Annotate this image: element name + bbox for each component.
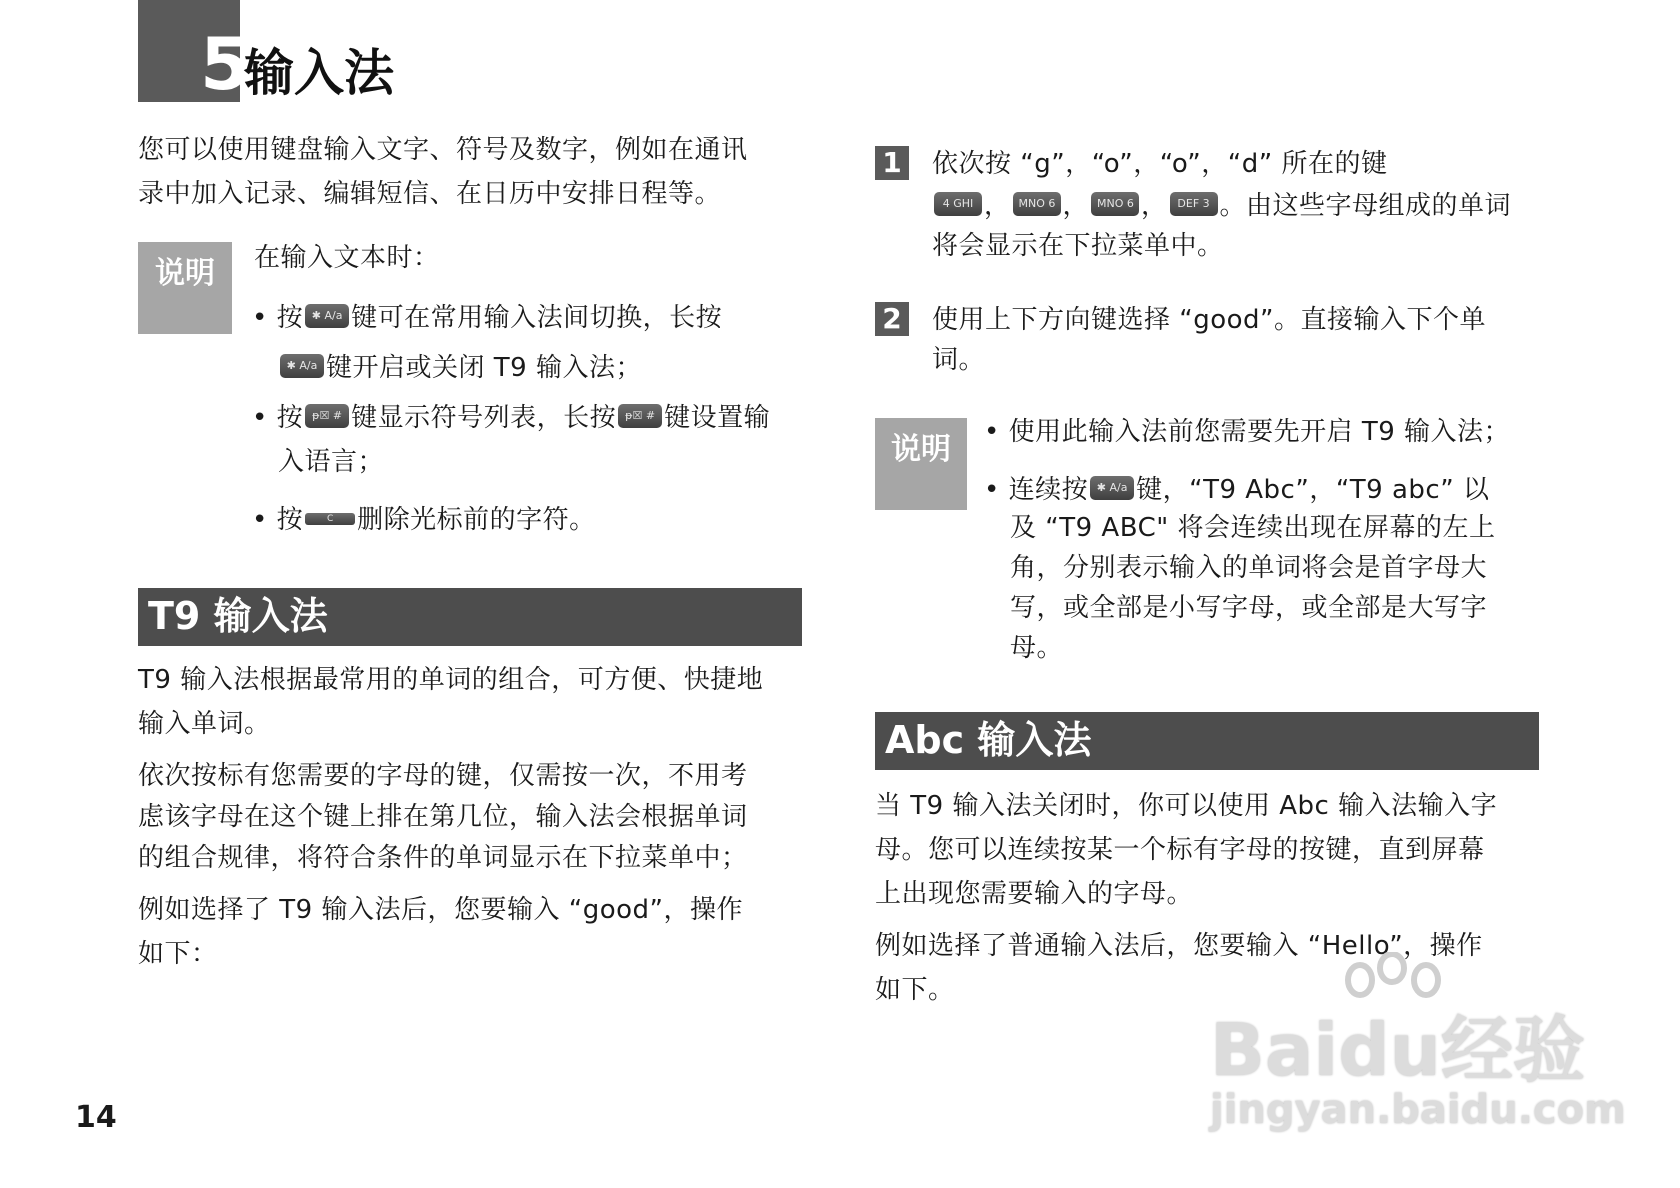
note-2-bullet-2-cont: 及 “T9 ABC" 将会连续出现在屏幕的左上 角，分别表示输入的单词将会是首字母大 写，或全部是小写字母，或全部是大写字 母。 [1010,513,1496,663]
chapter-number: 5 [200,22,251,106]
key-6-icon: MNO 6 [1091,192,1139,216]
t9-section-title: T9 输入法 [138,588,802,646]
t9-paragraph-2: 依次按标有您需要的字母的键，仅需按一次，不用考 虑该字母在这个键上排在第几位，输入法会根据单词 的组合规律，将符合条件的单词显示在下拉菜单中； [138,761,748,873]
page-number: 14 [75,1100,117,1135]
note-bullet-3: • 按 C 删除光标前的字符。 [252,505,596,535]
step-2-number: 2 [875,302,909,336]
step-1-number: 1 [875,146,909,180]
step-1-line-2: 4 GHI ， MNO 6 ， MNO 6 ， DEF 3 。由这些字母组成的单词 [932,184,1511,228]
step-1-line-3: 将会显示在下拉菜单中。 [932,231,1224,261]
step-2-line-2: 词。 [932,345,986,375]
note-bullet-2-cont: 入语言； [278,447,385,477]
key-6-icon: MNO 6 [1013,192,1061,216]
note-2-bullet-2: • 连续按 ✱ A/a 键，“T9 Abc”，“T9 abc” 以 [984,475,1490,505]
hash-key-icon: ᵽ☒ # [618,404,662,428]
note-bullet-2: • 按 ᵽ☒ # 键显示符号列表，长按 ᵽ☒ # 键设置输 [252,403,771,433]
key-4-icon: 4 GHI [934,192,982,216]
note-bullet-1-cont: ✱ A/a 键开启或关闭 T9 输入法； [278,346,642,390]
star-key-icon: ✱ A/a [1090,476,1134,500]
watermark-url: jingyan.baidu.com [1210,1087,1626,1133]
star-key-icon: ✱ A/a [305,304,349,328]
watermark-brand: Baidu经验 [1210,1008,1585,1092]
delete-key-icon: C [305,513,355,525]
key-3-icon: DEF 3 [1170,192,1218,216]
abc-paragraph-2: 例如选择了普通输入法后，您要输入 “Hello”，操作 如下。 [875,931,1483,1005]
note-bullet-1: • 按 ✱ A/a 键可在常用输入法间切换，长按 [252,303,723,333]
note-2-bullet-1: • 使用此输入法前您需要先开启 T9 输入法； [984,417,1511,447]
note-label: 说明 [138,242,232,334]
step-2-line-1: 使用上下方向键选择 “good”。直接输入下个单 [932,305,1487,335]
abc-section-title: Abc 输入法 [875,712,1539,770]
star-key-icon: ✱ A/a [280,354,324,378]
note-label-2: 说明 [875,418,967,510]
step-1-line-1: 依次按 “g”，“o”，“o”，“d” 所在的键 [932,149,1388,179]
abc-paragraph-1: 当 T9 输入法关闭时，你可以使用 Abc 输入法输入字 母。您可以连续按某一个标有字母的按键，直到屏幕 上出现您需要输入的字母。 [875,791,1498,909]
intro-paragraph: 您可以使用键盘输入文字、符号及数字，例如在通讯 录中加入记录、编辑短信、在日历中安排日程等。 [138,135,748,209]
t9-paragraph-3: 例如选择了 T9 输入法后，您要输入 “good”，操作 如下： [138,895,743,969]
hash-key-icon: ᵽ☒ # [305,404,349,428]
note-heading: 在输入文本时： [254,243,440,273]
chapter-title: 输入法 [244,44,394,102]
t9-paragraph-1: T9 输入法根据最常用的单词的组合，可方便、快捷地 输入单词。 [138,665,764,739]
